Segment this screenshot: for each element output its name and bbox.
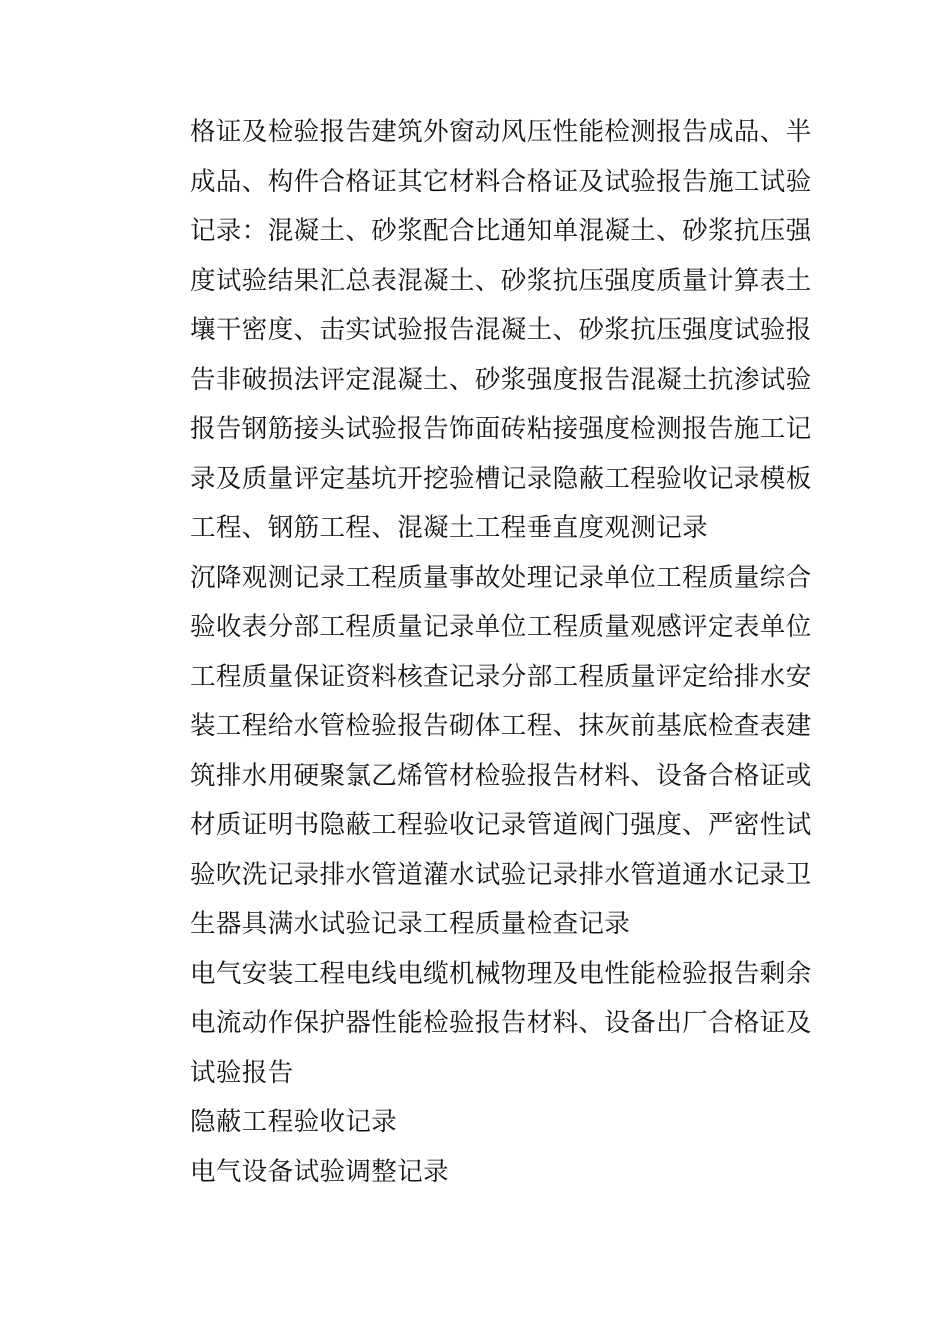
paragraph-1: 格证及检验报告建筑外窗动风压性能检测报告成品、半成品、构件合格证其它材料合格证及试验报告施工试验记录：混凝土、砂浆配合比通知单混凝土、砂浆抗压强度试验结果汇总表混凝土、砂浆抗压强度质量计算表土壤干密度、击实试验报告混凝土、砂浆抗压强度试验报告非破损法评定混凝土、砂浆强度报告混凝土抗渗试验报告钢筋接头试验报告饰面砖粘接强度检测报告施工记录及质量评定基坑开挖验槽记录隐蔽工程验收记录模板工程、钢筋工程、混凝土工程垂直度观测记录 bbox=[190, 117, 812, 543]
paragraph-5: 电气设备试验调整记录 bbox=[190, 1156, 450, 1187]
paragraph-2: 沉降观测记录工程质量事故处理记录单位工程质量综合验收表分部工程质量记录单位工程质量观感评定表单位工程质量保证资料核查记录分部工程质量评定给排水安装工程给水管检验报告砌体工程、抹灰前基底检查表建筑排水用硬聚氯乙烯管材检验报告材料、设备合格证或材质证明书隐蔽工程验收记录管道阀门强度、严密性试验吹洗记录排水管道灌水试验记录排水管道通水记录卫生器具满水试验记录工程质量检查记录 bbox=[190, 562, 812, 939]
document-body bbox=[190, 108, 830, 1197]
paragraph-4: 隐蔽工程验收记录 bbox=[190, 1107, 398, 1137]
paragraph-3: 电气安装工程电线电缆机械物理及电性能检验报告剩余电流动作保护器性能检验报告材料、设备出厂合格证及试验报告 bbox=[190, 958, 812, 1088]
